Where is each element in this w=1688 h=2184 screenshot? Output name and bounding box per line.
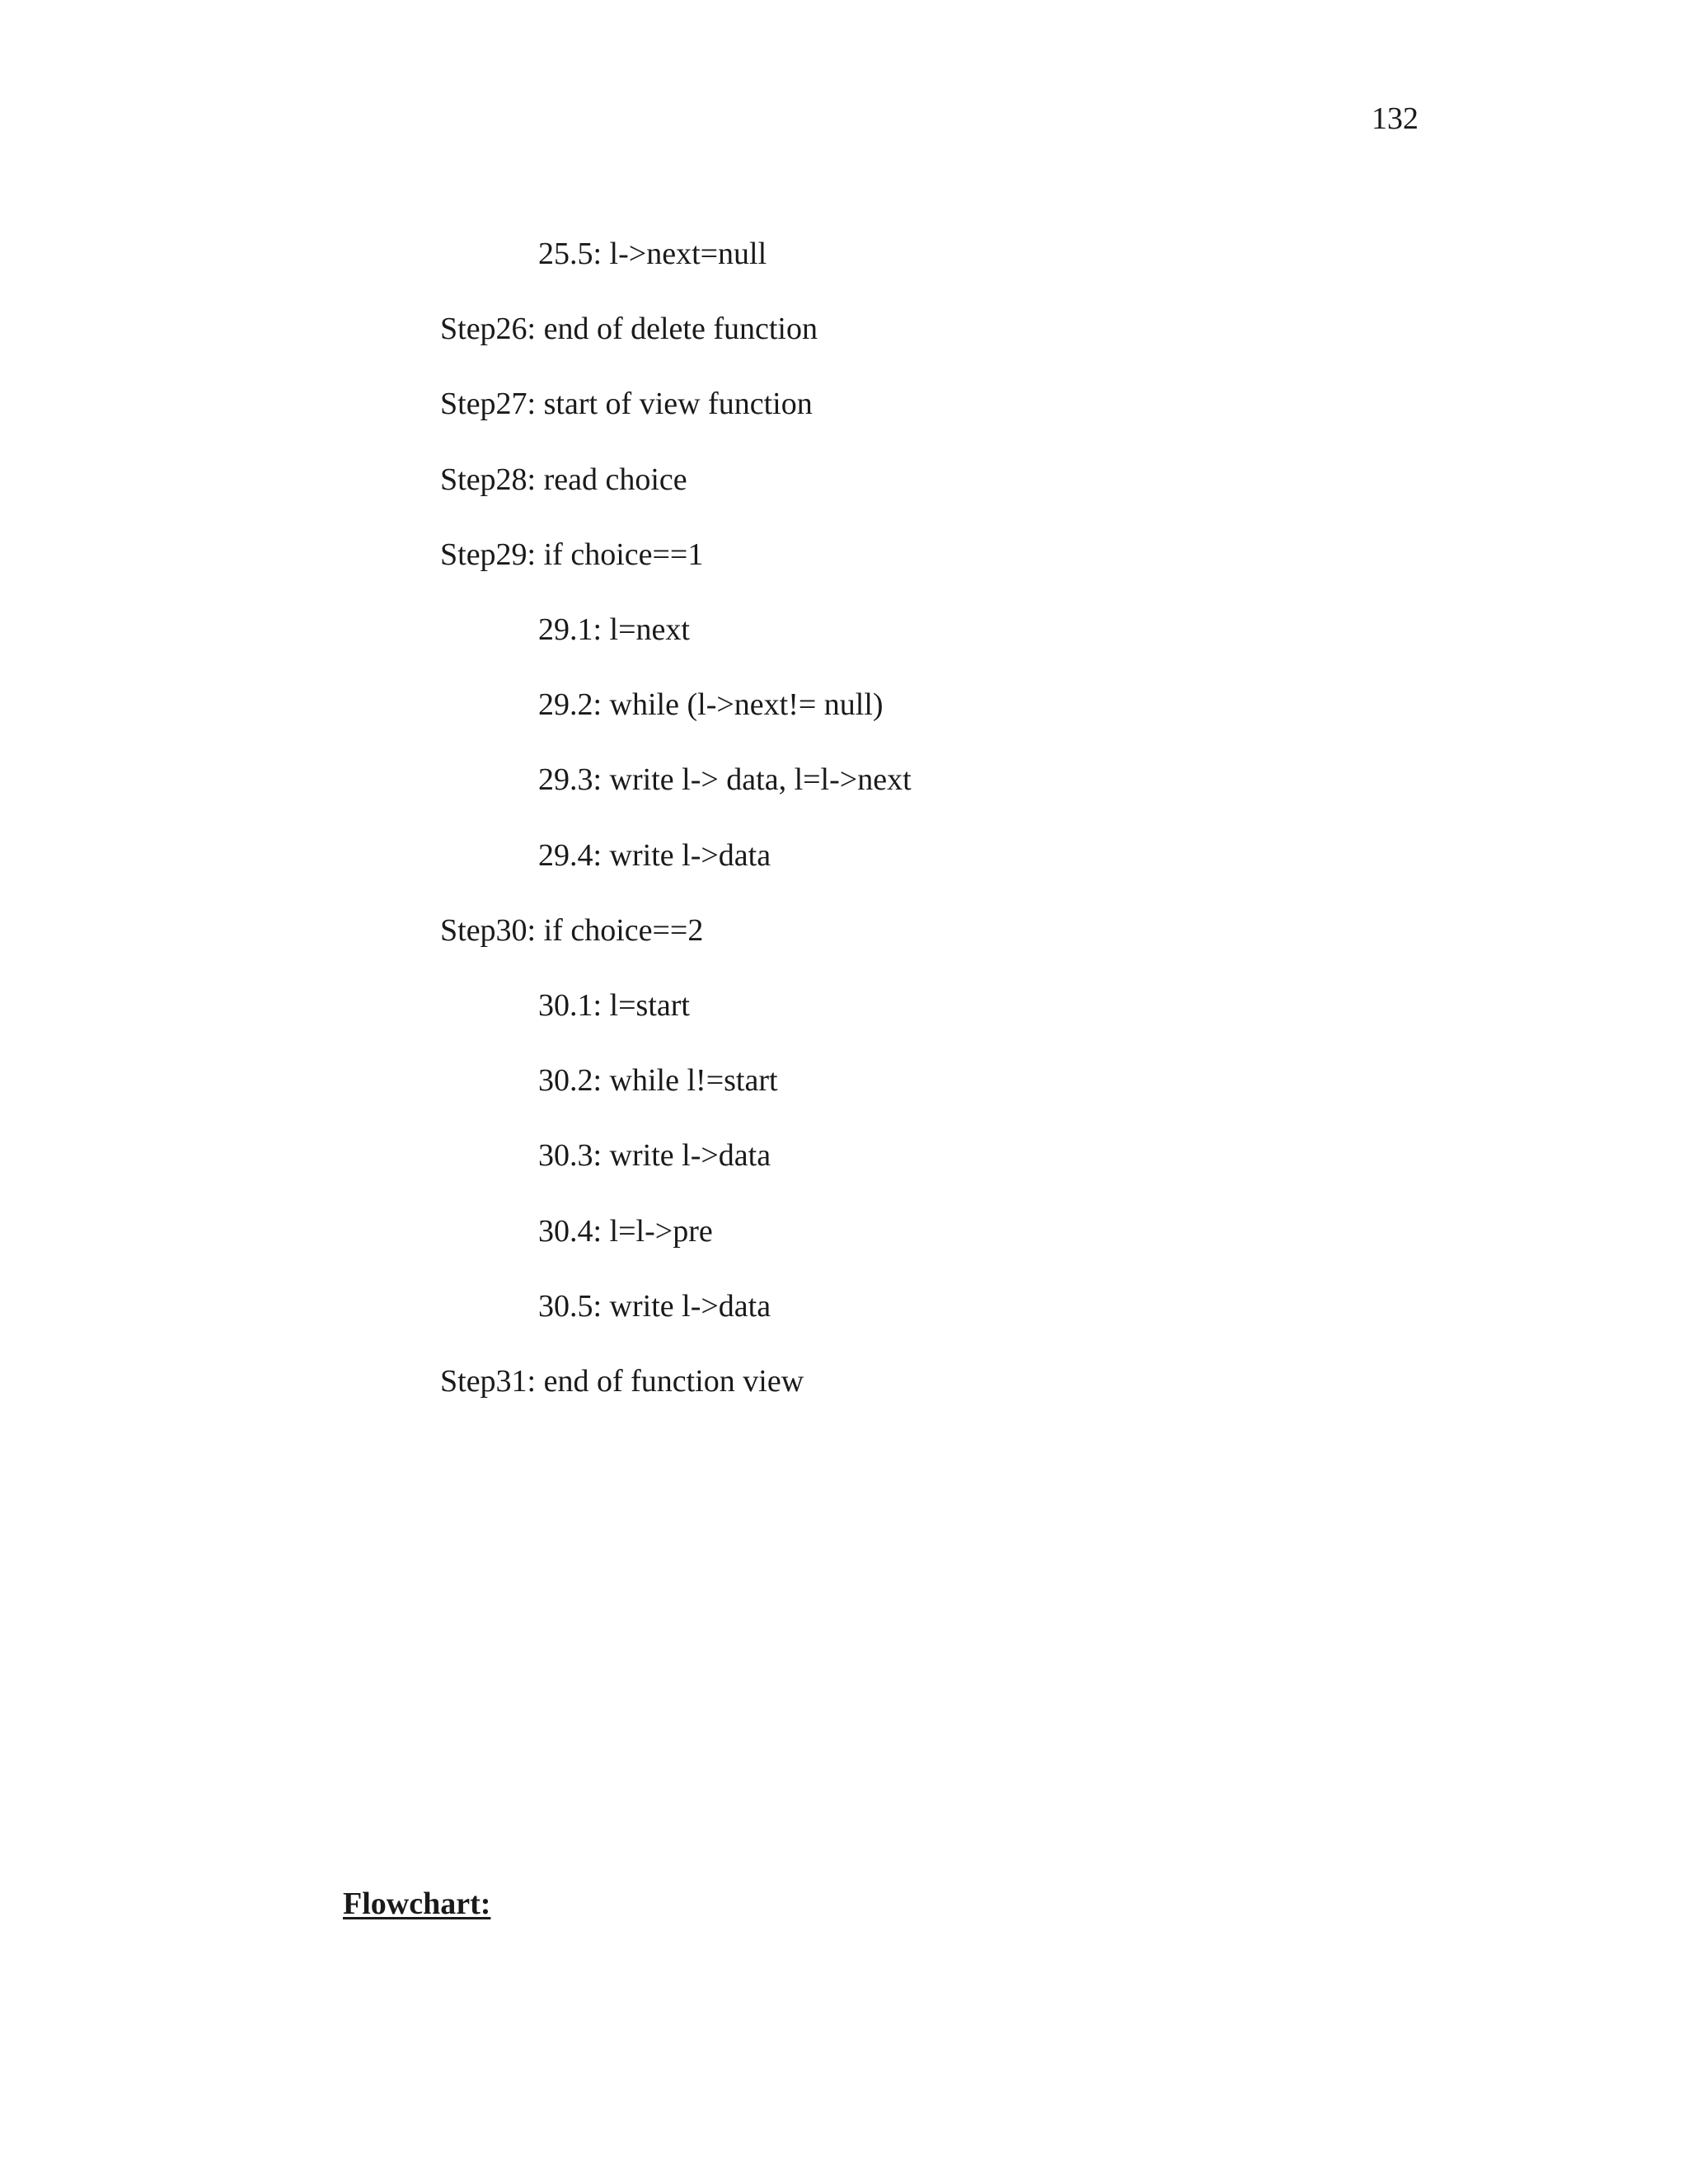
algorithm-line: 29.4: write l->data [538, 837, 771, 873]
algorithm-line: 30.1: l=start [538, 988, 690, 1023]
page-number: 132 [1372, 101, 1418, 136]
algorithm-line: 29.1: l=next [538, 612, 690, 647]
algorithm-line: 30.2: while l!=start [538, 1063, 778, 1099]
algorithm-line: Step30: if choice==2 [440, 912, 704, 948]
algorithm-line: Step28: read choice [440, 462, 687, 497]
flowchart-heading: Flowchart: [343, 1886, 491, 1921]
algorithm-line: Step31: end of function view [440, 1364, 804, 1399]
algorithm-line: 30.4: l=l->pre [538, 1213, 713, 1249]
algorithm-line: Step29: if choice==1 [440, 537, 704, 572]
algorithm-line: 29.2: while (l->next!= null) [538, 687, 884, 723]
algorithm-line: 30.5: write l->data [538, 1288, 771, 1324]
algorithm-line: 29.3: write l-> data, l=l->next [538, 762, 912, 798]
algorithm-line: 30.3: write l->data [538, 1138, 771, 1174]
algorithm-line: Step26: end of delete function [440, 312, 818, 347]
algorithm-line: 25.5: l->next=null [538, 237, 767, 271]
algorithm-line: Step27: start of view function [440, 387, 813, 422]
